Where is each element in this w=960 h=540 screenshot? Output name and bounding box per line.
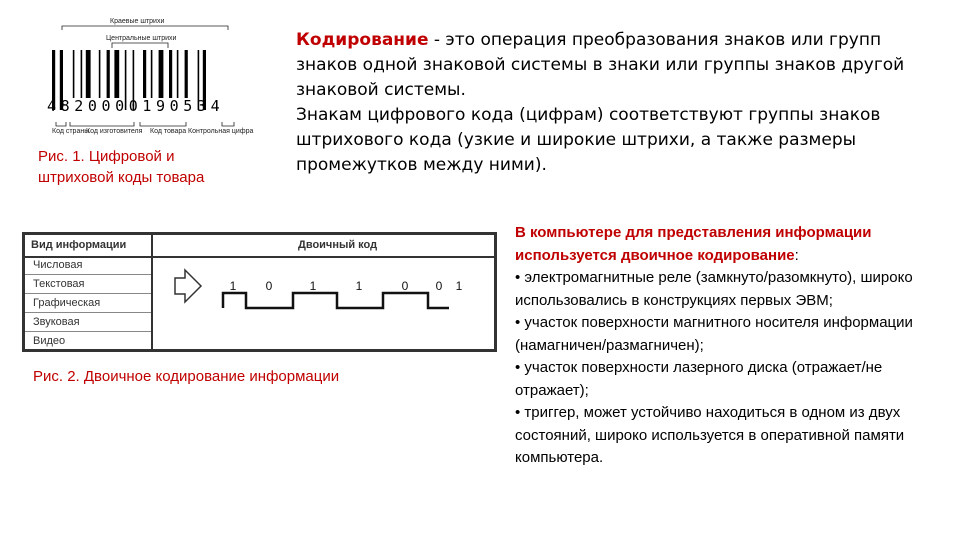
barcode-field-label: Код изготовителя	[86, 128, 143, 135]
bit-label: 1	[355, 279, 363, 293]
examples-intro-bold: В компьютере для представления информации используется двоичное кодирование	[515, 224, 872, 264]
table-row: Звуковая	[25, 313, 151, 332]
barcode-bar	[185, 50, 188, 98]
table-row: Числовая	[25, 256, 151, 275]
figure1-caption: Рис. 1. Цифровой и штриховой коды товара	[38, 148, 205, 186]
barcode-bar	[86, 50, 91, 98]
bit-label: 1	[309, 279, 317, 293]
binary-coding-examples	[515, 222, 945, 470]
column-header-binary-code: Двоичный код	[298, 239, 378, 251]
barcode-explanation: Знакам цифрового кода (цифрам) соответствуют группы знаков штрихового кода (узкие и широкие штрихи, а также размеры промежутков между ними).	[296, 105, 881, 175]
examples-intro-colon: :	[794, 246, 799, 264]
barcode-bar	[114, 50, 119, 98]
barcode-bar	[169, 50, 172, 98]
binary-signal-graphic	[153, 256, 495, 352]
list-item: • участок поверхности лазерного диска (отражает/не отражает);	[515, 359, 883, 399]
bit-label: 0	[401, 279, 409, 293]
examples-intro	[515, 222, 945, 267]
list-item: • триггер, может устойчиво находиться в одном из двух состояний, широко используется в оперативной памяти компьютера.	[515, 404, 905, 466]
barcode-field-label: Контрольная цифра	[188, 128, 254, 135]
barcode-top-label: Краевые штрихи	[110, 18, 165, 25]
definition-body: - это операция преобразования знаков или групп знаков одной знаковой системы в знаки или группы знаков другой знаковой системы.	[296, 30, 905, 100]
arrow-icon	[175, 270, 201, 302]
figure2-caption: Рис. 2. Двоичное кодирование информации	[33, 368, 340, 385]
bit-label: 0	[435, 279, 443, 293]
barcode-digits: 4820000190534	[47, 97, 225, 115]
column-header-info-type: Вид информации	[31, 239, 127, 251]
barcode-graphic	[38, 18, 253, 146]
barcode-bar	[107, 50, 110, 98]
bit-label: 1	[455, 279, 463, 293]
bit-label: 1	[229, 279, 237, 293]
binary-coding-table	[22, 232, 497, 352]
bit-label: 0	[265, 279, 273, 293]
barcode-bar	[81, 50, 83, 98]
barcode-bar	[99, 50, 101, 98]
table-header	[25, 235, 494, 258]
barcode-bar	[177, 50, 179, 98]
table-row: Графическая	[25, 294, 151, 313]
barcode-center-label: Центральные штрихи	[106, 35, 177, 42]
definition-paragraph	[260, 28, 940, 103]
list-item: • электромагнитные реле (замкнуто/разомкнуто), широко использовались в конструкциях первых ЭВМ;	[515, 269, 913, 309]
definition-term: Кодирование	[296, 30, 429, 50]
barcode-field-label: Код страны	[52, 128, 90, 135]
barcode-bar	[159, 50, 164, 98]
definition-text	[260, 28, 940, 178]
barcode-bar	[143, 50, 146, 98]
table-row: Текстовая	[25, 275, 151, 294]
barcode-bar	[151, 50, 153, 98]
barcode-bar	[73, 50, 75, 98]
barcode-field-label: Код товара	[150, 128, 187, 135]
signal-waveform	[223, 293, 449, 308]
list-item: • участок поверхности магнитного носителя информации (намагничен/размагничен);	[515, 314, 913, 354]
table-row: Видео	[33, 335, 66, 347]
barcode-figure	[38, 18, 253, 146]
